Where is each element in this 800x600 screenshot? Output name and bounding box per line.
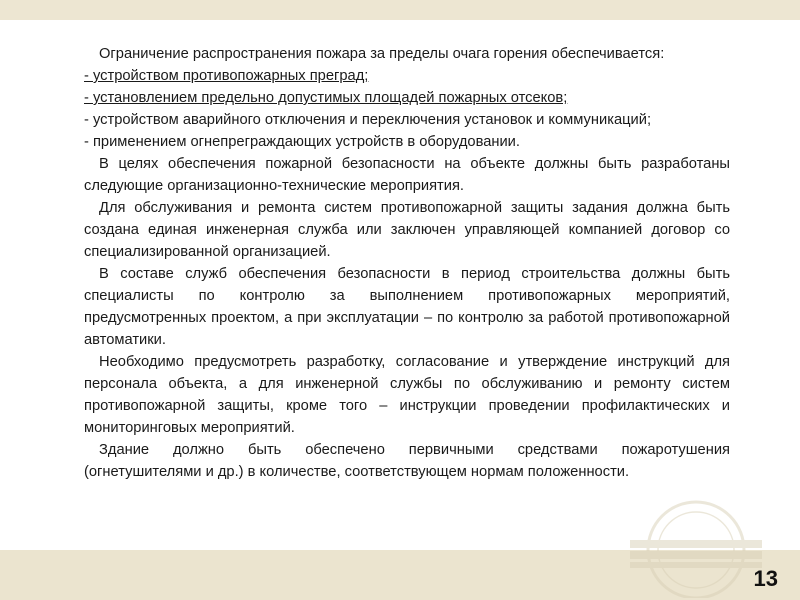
slide-top-band — [0, 0, 800, 20]
list-item: - установлением предельно допустимых площадей пожарных отсеков; — [84, 90, 568, 106]
paragraph: Необходимо предусмотреть разработку, согласование и утверждение инструкций для персонала объекта, а для инженерной службы по обслуживанию и ремонту систем противопожарной защиты, кроме того – инструкции проведении профилактических и мониторинговых мероприятий. — [84, 354, 730, 436]
paragraph: Для обслуживания и ремонта систем противопожарной защиты задания должна быть создана единая инженерная служба или заключен управляющей компанией договор со специализированной организацией. — [84, 200, 730, 260]
list-item: - применением огнепреграждающих устройств в оборудовании. — [84, 134, 520, 150]
page-number: 13 — [753, 566, 778, 591]
paragraph: В целях обеспечения пожарной безопасности на объекте должны быть разработаны следующие организационно-технические мероприятия. — [84, 156, 730, 194]
paragraph: Здание должно быть обеспечено первичными средствами пожаротушения (огнетушителями и др.) в количестве, соответствующем нормам положенности. — [84, 442, 730, 480]
slide-text-body — [84, 43, 730, 483]
paragraph: Ограничение распространения пожара за пределы очага горения обеспечивается: — [99, 46, 665, 62]
watermark-emblem-icon — [626, 488, 766, 598]
list-item: - устройством противопожарных преград; — [84, 68, 369, 84]
list-item: - устройством аварийного отключения и переключения установок и коммуникаций; — [84, 112, 652, 128]
paragraph: В составе служб обеспечения безопасности в период строительства должны быть специалисты по контролю за выполнением противопожарных мероприятий, предусмотренных проектом, а при эксплуатации – по контролю за работой противопожарной автоматики. — [84, 266, 730, 348]
